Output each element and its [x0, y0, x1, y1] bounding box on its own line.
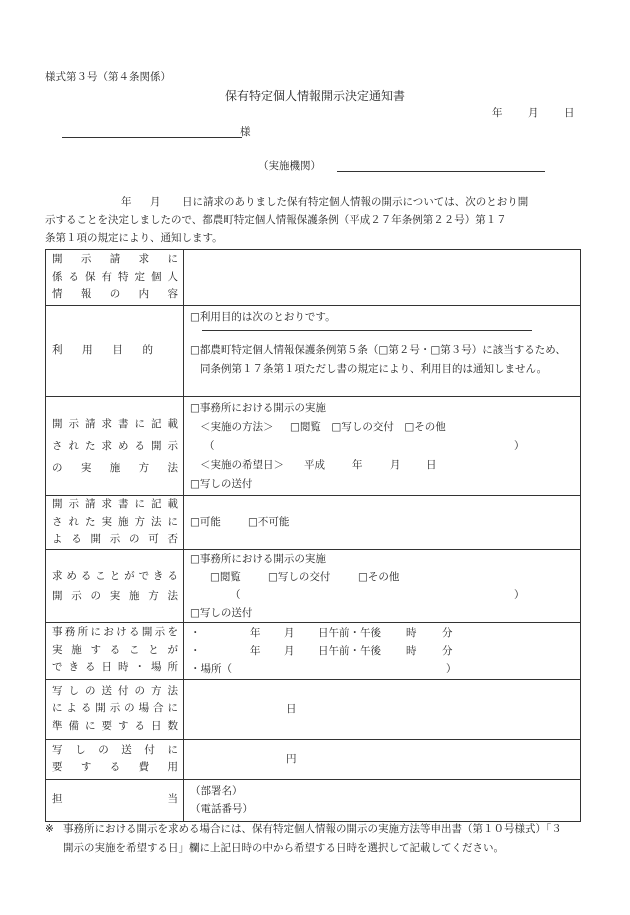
intro-year: 年: [121, 196, 132, 208]
intro-month: 月: [150, 196, 161, 208]
date-year: 年: [492, 107, 503, 119]
decision-table: [45, 249, 581, 822]
label-schedule: 事務所における開示を 実施することが できる日時・場所: [46, 622, 184, 679]
value-mailing-cost: 円: [184, 739, 581, 779]
value-schedule: ・ 年 月 日午前・午後 時 分 ・ 年 月 日午前・午後 時 分 ・場所（ ）: [184, 622, 581, 679]
purpose-option-1: □利用目的は次のとおりです。: [190, 311, 336, 323]
value-available-methods: □事務所における開示の実施 □閲覧 □写しの交付 □その他 （ ） □写しの送付: [184, 549, 581, 622]
row-available-methods: [46, 549, 581, 622]
intro-line3: 条第１項の規定により、通知します。: [45, 232, 223, 244]
purpose-option-2: □都農町特定個人情報保護条例第５条（□第２号・□第３号）に該当するため、: [190, 344, 566, 356]
page-title: 保有特定個人情報開示決定通知書: [224, 89, 405, 103]
date-day: 日: [564, 107, 575, 119]
row-contact: [46, 779, 581, 821]
checkbox-possible[interactable]: □可能: [190, 515, 221, 528]
date-month: 月: [528, 107, 539, 119]
row-mailing-days: [46, 679, 581, 739]
label-request-content: 開示請求に 係る保有特定個人 情報の内容: [46, 250, 184, 306]
value-purpose: □利用目的は次のとおりです。 □都農町特定個人情報保護条例第５条（□第２号・□第３号）に該当するため、 同条例第１７条第１項ただし書の規定により、利用目的は通知しません。: [184, 306, 581, 397]
checkbox-impossible[interactable]: □不可能: [248, 515, 290, 528]
addressee-suffix: 様: [240, 126, 251, 138]
agency-label: （実施機関）: [258, 160, 321, 172]
form-number: 様式第３号（第４条関係）: [45, 71, 171, 83]
value-request-content: [184, 250, 581, 306]
agency-line: [337, 171, 545, 172]
label-mailing-cost: 写しの送付に 要する費用: [46, 739, 184, 779]
label-purpose: 利用目的: [46, 306, 184, 397]
row-mailing-cost: [46, 739, 581, 779]
label-contact: 担当: [46, 779, 184, 821]
value-mailing-days: 日: [184, 679, 581, 739]
row-requested-method: [46, 397, 581, 496]
label-requested-method: 開示請求書に記載 された求める開示 の実施方法: [46, 397, 184, 496]
row-feasibility: [46, 496, 581, 550]
purpose-underline: [202, 330, 532, 331]
row-schedule: [46, 622, 581, 679]
intro-line1: 日に請求のありました保有特定個人情報の開示については、次のとおり開: [182, 196, 529, 208]
value-requested-method: □事務所における開示の実施 ＜実施の方法＞ □閲覧 □写しの交付 □その他 （ ） ＜実施の希望日＞ 平成 年 月 日 □写しの送付: [184, 397, 581, 496]
value-contact: （部署名） （電話番号）: [184, 779, 581, 821]
intro-line2: 示することを決定しましたので、都農町特定個人情報保護条例（平成２７年条例第２２号）第１７: [45, 214, 507, 226]
value-feasibility: [184, 496, 581, 550]
label-mailing-days: 写しの送付の方法 による開示の場合に 準備に要する日数: [46, 679, 184, 739]
footnote: [45, 820, 580, 858]
footnote-mark: ※: [45, 823, 54, 835]
addressee-line: [62, 137, 242, 138]
row-purpose: [46, 306, 581, 397]
row-request-content: [46, 250, 581, 306]
label-feasibility: 開示請求書に記載 された実施方法に よる開示の可否: [46, 496, 184, 550]
label-available-methods: 求めることができる 開示の実施方法: [46, 549, 184, 622]
footnote-text: 事務所における開示を求める場合には、保有特定個人情報の開示の実施方法等申出書（第１０号様式）「３ 開示の実施を希望する日」欄に上記日時の中から希望する日時を選択して記載してください。: [63, 823, 573, 854]
